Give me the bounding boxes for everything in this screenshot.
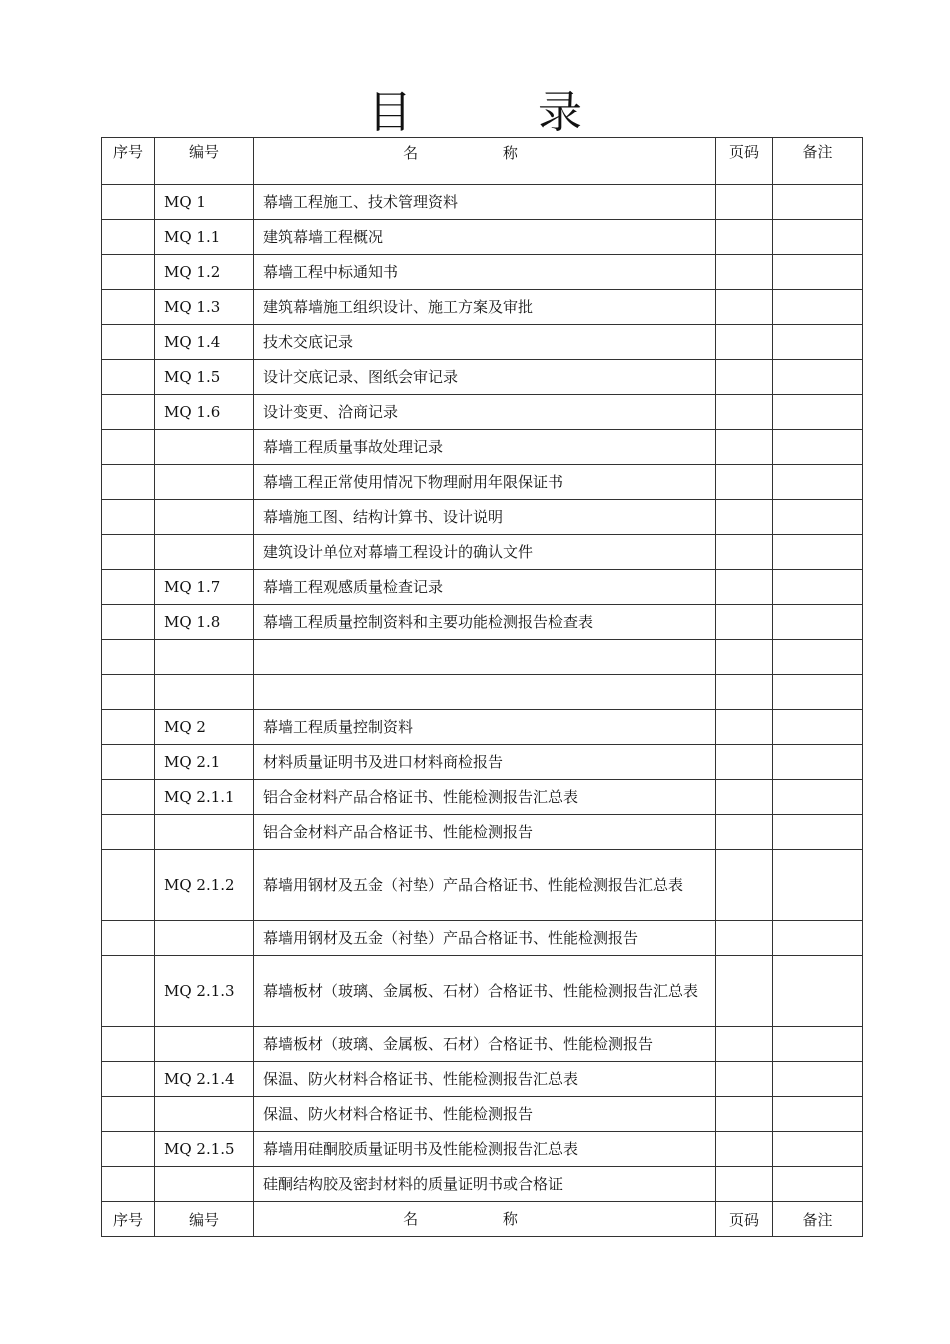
row-code: MQ 1.3 <box>155 290 254 325</box>
row-page <box>716 255 773 290</box>
row-note <box>773 430 863 465</box>
row-code: MQ 1.6 <box>155 395 254 430</box>
row-note <box>773 290 863 325</box>
header-row-top <box>102 138 863 185</box>
row-note <box>773 605 863 640</box>
row-name: 技术交底记录 <box>254 325 716 360</box>
table-row <box>102 956 863 1027</box>
row-code <box>155 815 254 850</box>
row-seq <box>102 185 155 220</box>
table-row <box>102 570 863 605</box>
footer-page: 页码 <box>716 1202 773 1237</box>
row-page <box>716 395 773 430</box>
row-seq <box>102 956 155 1027</box>
header-note: 备注 <box>773 138 863 185</box>
table-row <box>102 780 863 815</box>
row-seq <box>102 395 155 430</box>
row-name: 建筑幕墙施工组织设计、施工方案及审批 <box>254 290 716 325</box>
row-seq <box>102 815 155 850</box>
row-seq <box>102 745 155 780</box>
toc-table <box>101 137 863 1237</box>
row-name: 保温、防火材料合格证书、性能检测报告 <box>254 1097 716 1132</box>
row-page <box>716 500 773 535</box>
row-note <box>773 465 863 500</box>
row-page <box>716 1027 773 1062</box>
row-seq <box>102 1167 155 1202</box>
row-page <box>716 360 773 395</box>
row-code <box>155 500 254 535</box>
row-page <box>716 1167 773 1202</box>
table-row <box>102 675 863 710</box>
row-page <box>716 535 773 570</box>
table-row <box>102 255 863 290</box>
row-note <box>773 220 863 255</box>
row-code <box>155 640 254 675</box>
row-seq <box>102 500 155 535</box>
row-note <box>773 745 863 780</box>
row-page <box>716 220 773 255</box>
table-row <box>102 1027 863 1062</box>
row-code: MQ 1 <box>155 185 254 220</box>
row-code <box>155 465 254 500</box>
row-code: MQ 2.1.5 <box>155 1132 254 1167</box>
row-code: MQ 1.8 <box>155 605 254 640</box>
row-page <box>716 745 773 780</box>
row-seq <box>102 220 155 255</box>
footer-name-label: 名 称 <box>403 1209 558 1228</box>
row-note <box>773 1132 863 1167</box>
row-note <box>773 395 863 430</box>
row-page <box>716 570 773 605</box>
table-row <box>102 1097 863 1132</box>
row-page <box>716 1132 773 1167</box>
table-row <box>102 220 863 255</box>
row-page <box>716 780 773 815</box>
row-note <box>773 535 863 570</box>
row-seq <box>102 290 155 325</box>
row-page <box>716 430 773 465</box>
row-page <box>716 290 773 325</box>
footer-seq: 序号 <box>102 1202 155 1237</box>
row-note <box>773 850 863 921</box>
row-page <box>716 710 773 745</box>
table-row <box>102 710 863 745</box>
row-code: MQ 1.5 <box>155 360 254 395</box>
row-note <box>773 921 863 956</box>
row-name: 设计变更、洽商记录 <box>254 395 716 430</box>
row-name <box>254 675 716 710</box>
table-row <box>102 395 863 430</box>
row-seq <box>102 921 155 956</box>
row-page <box>716 465 773 500</box>
header-page: 页码 <box>716 138 773 185</box>
footer-note: 备注 <box>773 1202 863 1237</box>
header-seq: 序号 <box>102 138 155 185</box>
row-name: 硅酮结构胶及密封材料的质量证明书或合格证 <box>254 1167 716 1202</box>
footer-name <box>254 1202 716 1237</box>
row-code: MQ 1.4 <box>155 325 254 360</box>
row-note <box>773 780 863 815</box>
row-note <box>773 500 863 535</box>
row-note <box>773 956 863 1027</box>
row-code <box>155 675 254 710</box>
row-name: 幕墙工程观感质量检查记录 <box>254 570 716 605</box>
row-name: 建筑设计单位对幕墙工程设计的确认文件 <box>254 535 716 570</box>
row-note <box>773 360 863 395</box>
row-code: MQ 2.1 <box>155 745 254 780</box>
page-title: 目 录 <box>368 87 638 138</box>
row-page <box>716 850 773 921</box>
row-note <box>773 185 863 220</box>
row-seq <box>102 1097 155 1132</box>
row-name: 幕墙板材（玻璃、金属板、石材）合格证书、性能检测报告 <box>254 1027 716 1062</box>
table-row <box>102 185 863 220</box>
row-note <box>773 815 863 850</box>
row-page <box>716 605 773 640</box>
row-name: 幕墙施工图、结构计算书、设计说明 <box>254 500 716 535</box>
header-code: 编号 <box>155 138 254 185</box>
table-row <box>102 325 863 360</box>
table-row <box>102 500 863 535</box>
row-note <box>773 255 863 290</box>
row-seq <box>102 640 155 675</box>
row-code: MQ 1.2 <box>155 255 254 290</box>
row-code: MQ 2.1.1 <box>155 780 254 815</box>
row-name: 铝合金材料产品合格证书、性能检测报告 <box>254 815 716 850</box>
row-name: 幕墙用钢材及五金（衬垫）产品合格证书、性能检测报告汇总表 <box>254 850 716 921</box>
row-name: 保温、防火材料合格证书、性能检测报告汇总表 <box>254 1062 716 1097</box>
table-row <box>102 465 863 500</box>
table-row <box>102 640 863 675</box>
row-code <box>155 921 254 956</box>
row-seq <box>102 675 155 710</box>
table-row <box>102 1167 863 1202</box>
row-name: 铝合金材料产品合格证书、性能检测报告汇总表 <box>254 780 716 815</box>
header-row-bottom <box>102 1202 863 1237</box>
row-seq <box>102 255 155 290</box>
row-page <box>716 1097 773 1132</box>
row-code: MQ 1.7 <box>155 570 254 605</box>
row-note <box>773 640 863 675</box>
row-name: 幕墙工程施工、技术管理资料 <box>254 185 716 220</box>
row-note <box>773 710 863 745</box>
row-seq <box>102 535 155 570</box>
table-row <box>102 605 863 640</box>
row-name: 幕墙工程质量控制资料和主要功能检测报告检查表 <box>254 605 716 640</box>
row-seq <box>102 1132 155 1167</box>
table-row <box>102 535 863 570</box>
row-seq <box>102 1027 155 1062</box>
row-code <box>155 1097 254 1132</box>
row-name: 材料质量证明书及进口材料商检报告 <box>254 745 716 780</box>
row-note <box>773 1027 863 1062</box>
header-name-label: 名 称 <box>403 144 558 162</box>
row-name: 设计交底记录、图纸会审记录 <box>254 360 716 395</box>
table-row <box>102 850 863 921</box>
row-note <box>773 325 863 360</box>
row-seq <box>102 780 155 815</box>
row-seq <box>102 570 155 605</box>
row-name: 幕墙工程质量控制资料 <box>254 710 716 745</box>
row-page <box>716 675 773 710</box>
table-row <box>102 745 863 780</box>
row-code: MQ 2.1.3 <box>155 956 254 1027</box>
row-code: MQ 1.1 <box>155 220 254 255</box>
row-name: 幕墙工程正常使用情况下物理耐用年限保证书 <box>254 465 716 500</box>
row-name: 建筑幕墙工程概况 <box>254 220 716 255</box>
table-row <box>102 290 863 325</box>
row-page <box>716 185 773 220</box>
row-note <box>773 1062 863 1097</box>
row-note <box>773 1097 863 1132</box>
table-row <box>102 1132 863 1167</box>
row-code <box>155 1027 254 1062</box>
row-seq <box>102 850 155 921</box>
row-note <box>773 675 863 710</box>
row-name: 幕墙用钢材及五金（衬垫）产品合格证书、性能检测报告 <box>254 921 716 956</box>
row-name: 幕墙用硅酮胶质量证明书及性能检测报告汇总表 <box>254 1132 716 1167</box>
row-seq <box>102 605 155 640</box>
row-seq <box>102 430 155 465</box>
row-page <box>716 956 773 1027</box>
table-row <box>102 430 863 465</box>
table-row <box>102 360 863 395</box>
row-name: 幕墙工程质量事故处理记录 <box>254 430 716 465</box>
row-note <box>773 1167 863 1202</box>
table-row <box>102 815 863 850</box>
row-page <box>716 921 773 956</box>
row-code <box>155 1167 254 1202</box>
row-name <box>254 640 716 675</box>
row-seq <box>102 325 155 360</box>
row-code: MQ 2.1.2 <box>155 850 254 921</box>
row-seq <box>102 1062 155 1097</box>
row-code <box>155 430 254 465</box>
row-name: 幕墙工程中标通知书 <box>254 255 716 290</box>
row-page <box>716 325 773 360</box>
row-seq <box>102 360 155 395</box>
row-page <box>716 640 773 675</box>
row-seq <box>102 465 155 500</box>
table-row <box>102 1062 863 1097</box>
row-page <box>716 815 773 850</box>
table-row <box>102 921 863 956</box>
header-name <box>254 138 716 185</box>
row-seq <box>102 710 155 745</box>
footer-code: 编号 <box>155 1202 254 1237</box>
row-name: 幕墙板材（玻璃、金属板、石材）合格证书、性能检测报告汇总表 <box>254 956 716 1027</box>
row-code: MQ 2.1.4 <box>155 1062 254 1097</box>
row-page <box>716 1062 773 1097</box>
row-code <box>155 535 254 570</box>
row-note <box>773 570 863 605</box>
row-code: MQ 2 <box>155 710 254 745</box>
